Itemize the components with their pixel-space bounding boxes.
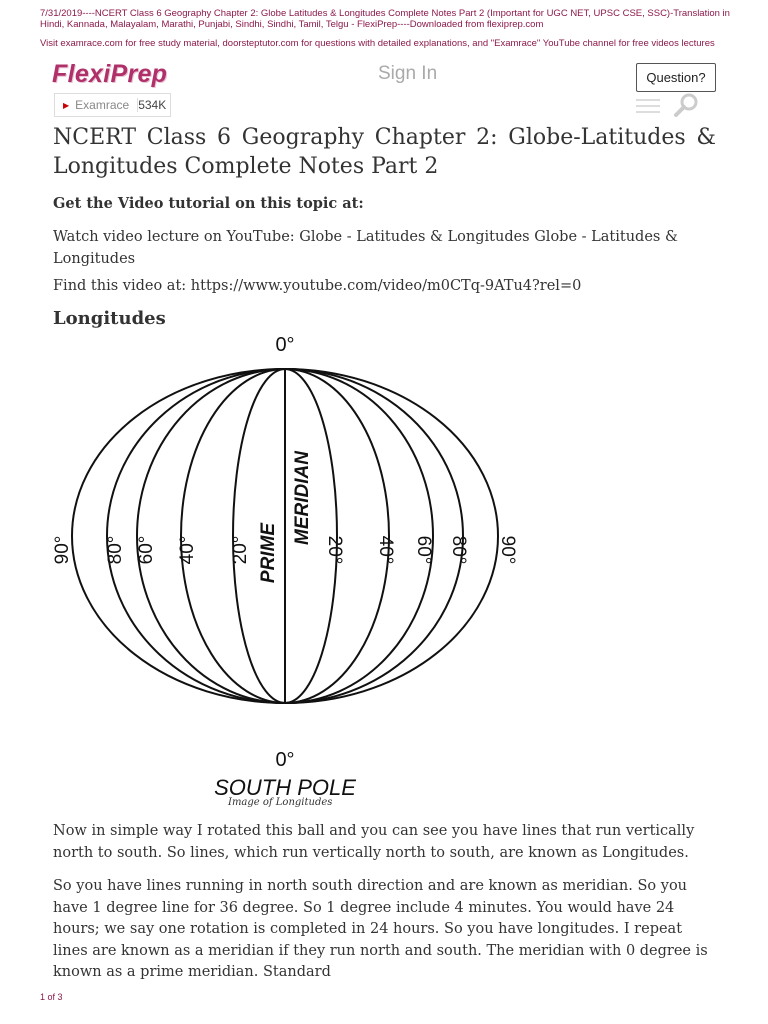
figure-caption: Image of Longitudes [228,797,333,808]
question-button[interactable]: Question? [636,63,716,92]
hamburger-menu-icon[interactable] [636,95,660,117]
search-icon[interactable] [672,92,700,124]
top-zero-label: 0° [275,334,295,356]
video-heading: Get the Video tutorial on this topic at: [53,195,364,212]
print-header-line2: Visit examrace.com for free study material, doorsteptutor.com for questions with detailed explanations, and "Examrace" YouTube channel for free videos lectures [40,38,715,49]
play-icon: ▶ [63,100,70,110]
east-90-label: 90° [497,535,518,565]
bottom-zero-label: 0° [275,749,295,771]
east-60-label: 60° [413,535,434,565]
east-80-label: 80° [448,535,469,565]
print-header-line1: 7/31/2019----NCERT Class 6 Geography Chapter 2: Globe Latitudes & Longitudes Complete Notes Part 2 (Important for UGC NET, UPSC CSE, SSC)-Translation in Hindi, Kannada, Malayalam, Marathi, Punjabi, Sindhi, Sindhi, Tamil, Telgu - FlexiPrep----Downloaded from flexiprep.com [40,8,730,30]
page-number: 1 of 3 [40,992,63,1002]
paragraph-2: So you have lines running in north south direction and are known as meridian. So you have 1 degree line for 36 degree. So 1 degree include 4 minutes. You would have 24 hours; we say one rotation is completed in 24 hours. So you have longitudes. I repeat lines are known as a meridian if they run north and south. The meridian with 0 degree is known as a prime meridian. Standard [53,878,708,980]
west-60-label: 60° [136,535,157,565]
east-40-label: 40° [375,535,396,565]
east-20-label: 20° [324,535,345,565]
west-80-label: 80° [105,535,126,565]
video-url-text[interactable]: Find this video at: https://www.youtube.com/video/m0CTq-9ATu4?rel=0 [53,278,582,294]
meridian-label: MERIDIAN [292,451,313,545]
south-pole-label: SOUTH POLE [214,775,356,798]
section-heading-longitudes: Longitudes [53,308,166,329]
watch-video-text[interactable]: Watch video lecture on YouTube: Globe - Latitudes & Longitudes Globe - Latitudes & Longitudes [53,229,678,267]
west-40-label: 40° [177,535,198,565]
page-title: NCERT Class 6 Geography Chapter 2: Globe-Latitudes & Longitudes Complete Notes Part 2 [53,125,716,179]
prime-label: PRIME [258,522,279,584]
west-90-label: 90° [52,535,73,565]
paragraph-1: Now in simple way I rotated this ball and you can see you have lines that run vertically north to south. So lines, which run vertically north to south, are known as Longitudes. [53,823,695,861]
west-20-label: 20° [230,535,251,565]
youtube-channel-name: Examrace [75,98,130,112]
longitudes-diagram [45,328,525,798]
subscriber-count: 534K [137,98,170,112]
youtube-subscribe-widget[interactable] [54,93,171,117]
site-logo[interactable]: FlexiPrep [52,60,168,88]
sign-in-link[interactable]: Sign In [378,63,438,84]
